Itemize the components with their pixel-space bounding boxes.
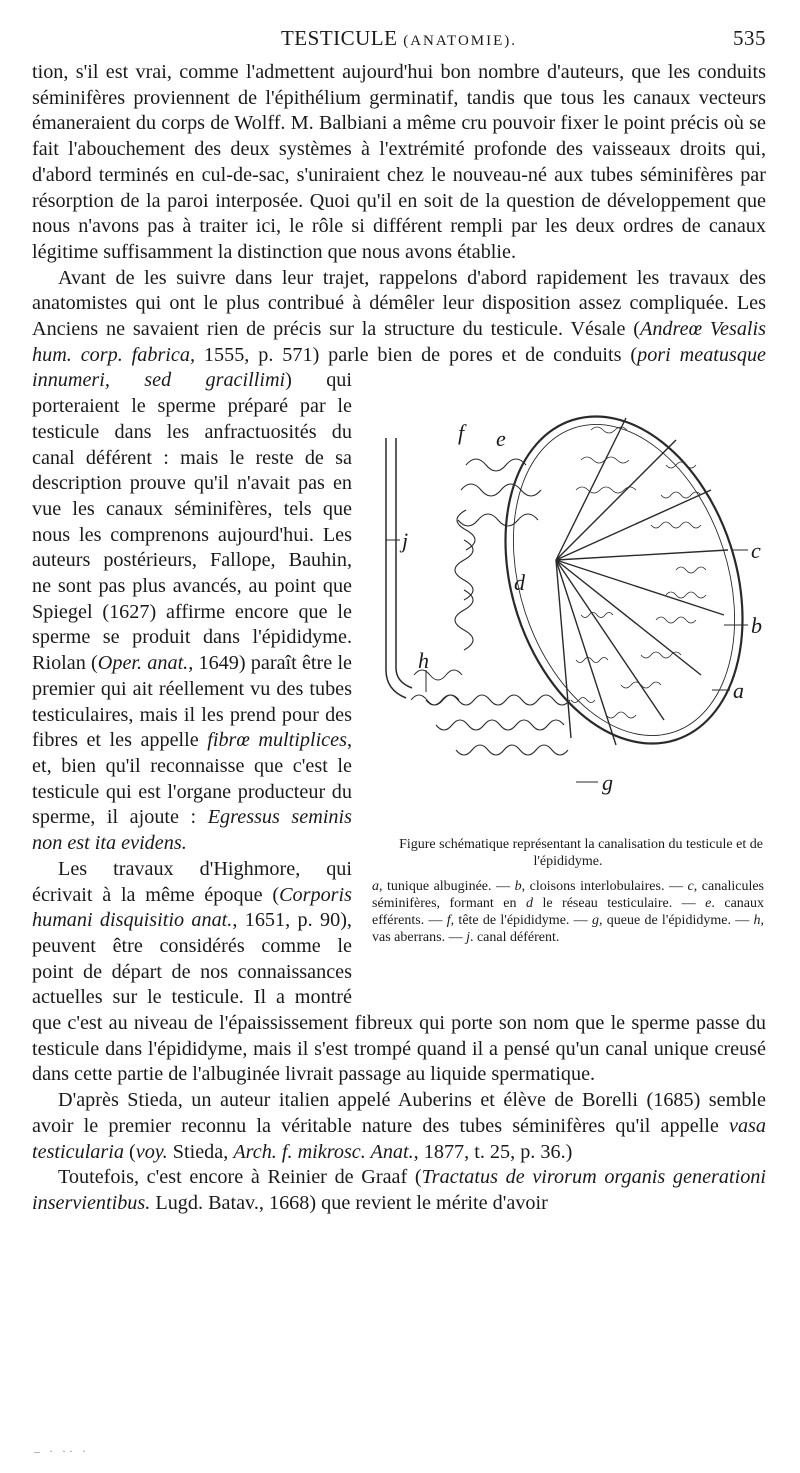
legend-key: h: [753, 913, 761, 929]
epididymis-tail: [426, 695, 570, 755]
p3-text: , 1651, p. 90), peuvent être considérés comme le point de départ de nos connaissances actuelles sur le testicule. Il a montré que c'est au niveau de l'épaississement fibreux qui porte son nom que le sperme passe du testicule dans l'épididyme, mais il s'est trompé quand il a pensé qu'un canal unique creusé dans cette partie de l'albuginée livrait passage au liquide spermatique.: [32, 909, 766, 1086]
paragraph-5: [32, 1165, 766, 1216]
p4-text: , 1877, t. 25, p. 36.): [413, 1140, 573, 1163]
p2-text: 1555, p. 571) parle bien de pores et de conduits (: [195, 343, 638, 366]
p2-latin: fibrœ multiplices: [207, 729, 347, 752]
interlobular-septa: [556, 418, 728, 745]
running-head-title: [32, 26, 766, 51]
legend-text: . canal déférent.: [469, 930, 560, 946]
p2-latin: pori meatusque innumeri, sed gracillimi: [32, 343, 766, 392]
label-a: a: [733, 678, 744, 704]
label-d: d: [514, 570, 525, 596]
caption-title: Figure schématique représentant la canalisation du testicule et de l'épididyme.: [399, 837, 763, 870]
label-c: c: [751, 538, 761, 564]
legend-key: a: [372, 879, 379, 895]
legend-key: g: [591, 913, 599, 929]
running-head: [32, 26, 766, 52]
label-b: b: [751, 613, 762, 639]
legend-text: , tête de l'épididyme. —: [450, 913, 592, 929]
legend-text: le réseau testiculaire. —: [533, 896, 706, 912]
footer-mark: – · ·· ·: [34, 1444, 89, 1458]
body-text: [32, 60, 766, 1217]
legend-key: b: [514, 879, 522, 895]
testicle-diagram: [366, 370, 766, 840]
p2-text: , et, bien qu'il reconnaisse que c'est le testicule qui est l'organe producteur du sperme, il ajoute :: [32, 729, 352, 829]
label-e: e: [496, 426, 506, 452]
figure-caption: [372, 836, 764, 946]
p2-text: ) qui porteraient le sperme préparé par le testicule dans les anfractuosités du canal déférent : mais le reste de sa description prouve qu'il n'avait pas en vue les canaux séminifères, tels que nous les comprenons aujourd'hui. Les auteurs postérieurs, Fallope, Bauhin, ne sont pas plus avancés, au point que Spiegel (1627) affirme encore que le sperme se produit dans l'épididyme. Riolan (: [32, 369, 352, 675]
legend-text: , queue de l'épididyme. —: [598, 913, 754, 929]
p4-latin: vasa testicularia: [32, 1114, 766, 1163]
legend-text: . canaux efférents. —: [372, 896, 764, 929]
vas-deferens-inner: [396, 438, 412, 688]
legend-text: , vas aberrans. —: [372, 913, 764, 946]
legend-key: d: [526, 896, 533, 912]
p2-citation: Oper. anat.: [97, 652, 189, 675]
epididymis-body: [455, 510, 475, 650]
p5-text: Lugd. Batav., 1668) que revient le mérite d'avoir: [150, 1191, 548, 1214]
caption-legend: [372, 878, 764, 946]
legend-key: f: [446, 913, 451, 929]
header-subtitle: (ANATOMIE).: [403, 33, 518, 49]
diagram-lines: [386, 386, 766, 782]
p5-text: Toutefois, c'est encore à Reinier de Graaf (: [58, 1166, 422, 1189]
legend-key: c: [687, 879, 694, 895]
p5-citation: Tractatus de virorum organis generationi inservientibus.: [32, 1166, 767, 1214]
paragraph-1-text: tion, s'il est vrai, comme l'admettent aujourd'hui bon nombre d'auteurs, que les conduits séminifères proviennent de l'épithélium germinatif, tandis que tous les canaux vecteurs émaneraient du corps de Wolff. M. Balbiani a même cru pouvoir fixer le point précis où se fait l'abouchement des deux systèmes à l'extrémité profonde des vaisseaux droits qui, d'abord terminés en cul-de-sac, s'uniraient chez le nouveau-né aux tubes séminifères par résorption de la paroi interposée. Quoi qu'il en soit de la question de développement que nous n'avons pas à traiter ici, le rôle si différent rempli par les deux ordres de canaux légitime suffisamment la distinction que nous avons établie.: [32, 61, 766, 263]
vas-aberrans: [411, 670, 462, 705]
seminiferous-tubules: [571, 427, 706, 718]
p3-text: Les travaux d'Highmore, qui écrivait à la même époque (: [32, 857, 352, 906]
p4-text: Stieda,: [167, 1140, 234, 1163]
label-f: f: [458, 420, 465, 446]
header-title: TESTICULE: [280, 26, 398, 50]
legend-text: , tunique albuginée. —: [379, 879, 515, 895]
paragraph-4: [32, 1088, 766, 1165]
p2-citation: Andreœ Vesalis hum. corp. fabrica,: [32, 318, 766, 366]
p4-text: D'après Stieda, un auteur italien appelé Auberins et élève de Borelli (1685) semble avoir le premier reconnu la véritable nature des tubes séminifères qu'il appelle: [32, 1089, 766, 1137]
p2-text: Avant de les suivre dans leur trajet, rappelons d'abord rapidement les travaux des anatomistes qui ont le plus contribué à démêler leur disposition assez compliquée. Les Anciens ne savaient rien de précis sur la structure du testicule. Vésale (: [32, 266, 766, 341]
figure: [366, 370, 766, 980]
p4-citation: Arch. f. mikrosc. Anat.: [233, 1140, 414, 1163]
legend-text: , canalicules séminifères, formant en: [372, 879, 764, 912]
epididymis-head: [458, 459, 541, 526]
legend-text: , cloisons interlobulaires. —: [521, 879, 688, 895]
legend-key: j: [466, 930, 470, 946]
p2-latin: Egressus seminis non est ita evidens.: [32, 806, 352, 855]
legend-key: e: [705, 896, 712, 912]
page-number: 535: [733, 26, 766, 50]
label-g: g: [602, 770, 613, 796]
p4-citation: voy.: [135, 1140, 168, 1163]
p2-text: , 1649) paraît être le premier qui ait réellement vu des tubes testiculaires, mais il les prend pour des fibres et les appelle: [32, 652, 353, 752]
p4-text: (: [123, 1140, 136, 1163]
label-h: h: [418, 648, 429, 674]
p3-citation: Corporis humani disquisitio anat.: [32, 883, 352, 932]
label-j: j: [402, 528, 409, 554]
diagram-labels: [399, 420, 762, 795]
paragraph-1: [32, 60, 766, 266]
